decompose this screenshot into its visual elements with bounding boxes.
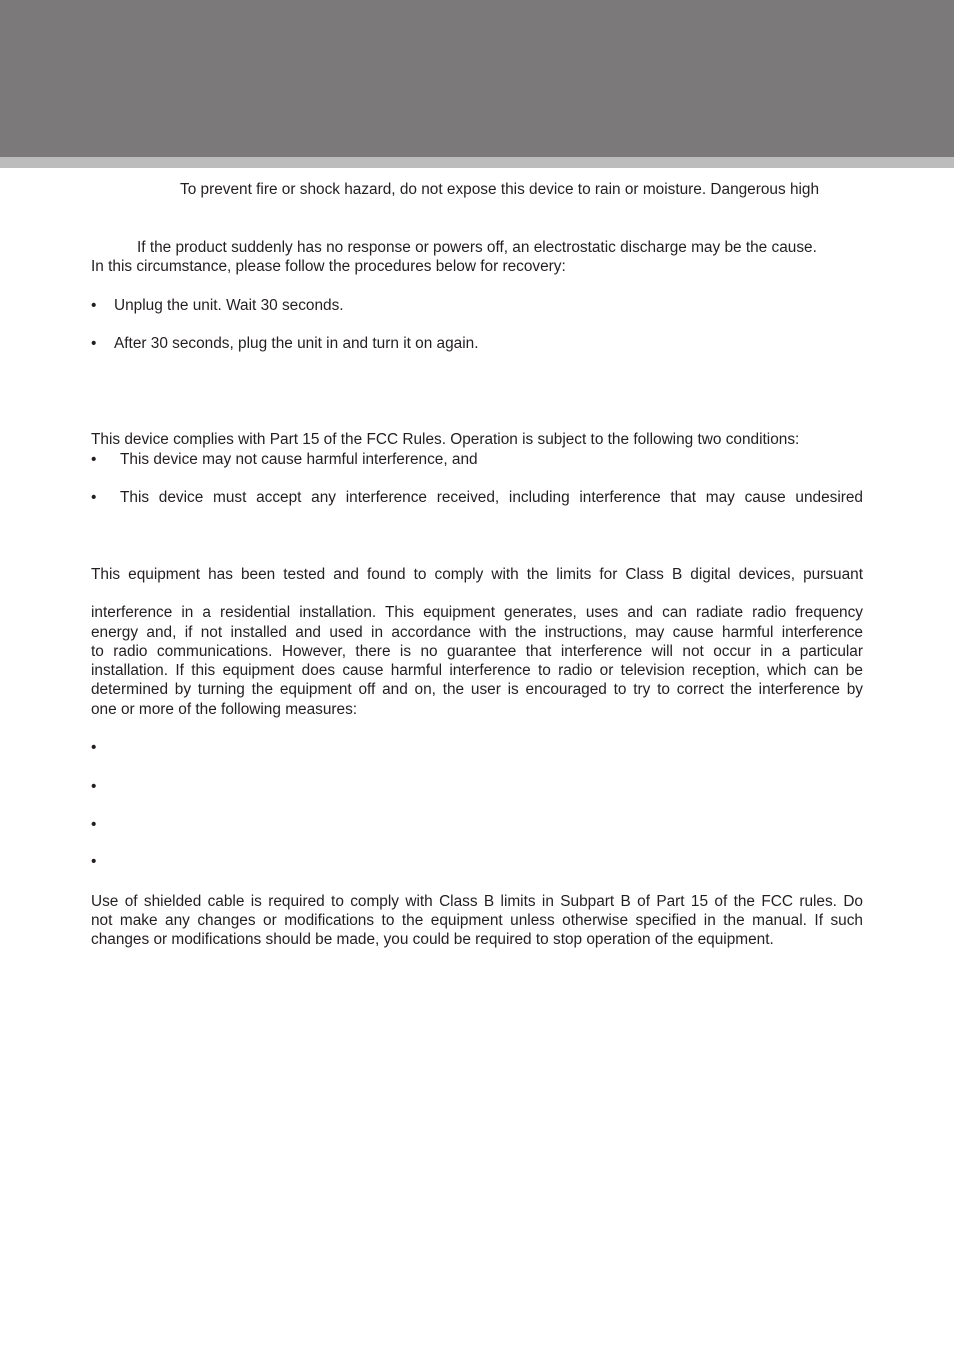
- fcc-condition-2: This device must accept any interference received, including interference that may cause undesired: [120, 489, 863, 506]
- esd-line-1: If the product suddenly has no response or powers off, an electrostatic discharge may be the cause.: [137, 239, 817, 256]
- warning-text: To prevent fire or shock hazard, do not expose this device to rain or moisture. Dangerous high: [180, 181, 820, 198]
- esd-line-2: In this circumstance, please follow the procedures below for recovery:: [91, 258, 566, 275]
- shielded-line: Use of shielded cable is required to comply with Class B limits in Subpart B of Part 15 of the FCC rules. Do: [91, 893, 863, 910]
- classb-para-line: to radio communications. However, there is no guarantee that interference will not occur in a particular: [91, 643, 863, 660]
- header-strip: [0, 157, 954, 168]
- classb-para-line: interference in a residential installation. This equipment generates, uses and can radiate radio frequency: [91, 604, 863, 621]
- bullet-marker: •: [91, 778, 97, 795]
- esd-step-1: Unplug the unit. Wait 30 seconds.: [114, 297, 344, 314]
- bullet-marker: •: [91, 335, 97, 352]
- shielded-line: changes or modifications should be made, you could be required to stop operation of the equipment.: [91, 931, 774, 948]
- fcc-condition-1: This device may not cause harmful interference, and: [120, 451, 478, 468]
- header-band: [0, 0, 954, 157]
- bullet-marker: •: [91, 816, 97, 833]
- bullet-marker: •: [91, 489, 97, 506]
- classb-para-line: one or more of the following measures:: [91, 701, 358, 718]
- bullet-marker: •: [91, 451, 97, 468]
- bullet-marker: •: [91, 739, 97, 756]
- classb-line-1: This equipment has been tested and found to comply with the limits for Class B digital devices, pursuant: [91, 566, 863, 583]
- classb-para-line: determined by turning the equipment off and on, the user is encouraged to try to correct the interference by: [91, 681, 863, 698]
- esd-step-2: After 30 seconds, plug the unit in and turn it on again.: [114, 335, 479, 352]
- bullet-marker: •: [91, 853, 97, 870]
- classb-para-line: energy and, if not installed and used in accordance with the instructions, may cause harmful interference: [91, 624, 863, 641]
- fcc-intro: This device complies with Part 15 of the FCC Rules. Operation is subject to the following two conditions:: [91, 431, 800, 448]
- shielded-line: not make any changes or modifications to the equipment unless otherwise specified in the manual. If such: [91, 912, 863, 929]
- classb-para-line: installation. If this equipment does cause harmful interference to radio or television reception, which can be: [91, 662, 863, 679]
- bullet-marker: •: [91, 297, 97, 314]
